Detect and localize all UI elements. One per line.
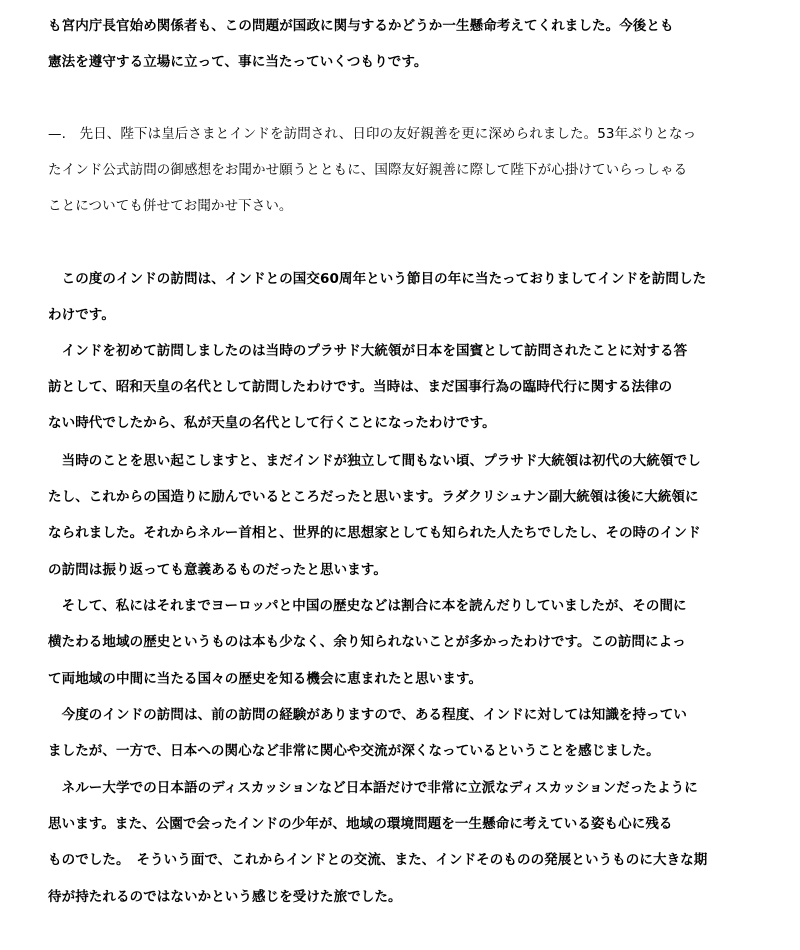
answer-line: ものでした。 そういう面で、これからインドとの交流、また、インドそのものの発展というものに大きな期 xyxy=(48,852,708,868)
answer-line: わけです。 xyxy=(48,307,115,323)
answer-line: たし、これからの国造りに励んでいるところだったと思います。ラダクリシュナン副大統領は後に大統領に xyxy=(48,489,699,505)
question-line: たインド公式訪問の御感想をお聞かせ願うとともに、国際友好親善に際して陛下が心掛けていらっしゃる xyxy=(48,162,688,178)
intro-line: も宮内庁長官始め関係者も、この問題が国政に関与するかどうか一生懸命考えてくれました。今後とも xyxy=(48,18,674,34)
answer-line: そして、私にはそれまでヨーロッパと中国の歴史などは割合に本を読んだりしていましたが、その間に xyxy=(48,598,687,614)
answer-line: 訪として、昭和天皇の名代として訪問したわけです。当時は、まだ国事行為の臨時代行に関する法律の xyxy=(48,379,673,395)
question-line: —. 先日、陛下は皇后さまとインドを訪問され、日印の友好親善を更に深められました。53年ぶりとなっ xyxy=(48,126,697,142)
answer-line: て両地域の中間に当たる国々の歴史を知る機会に恵まれたと思います。 xyxy=(48,671,483,687)
answer-line: 待が持たれるのではないかという感じを受けた旅でした。 xyxy=(48,889,402,905)
answer-line: この度のインドの訪問は、インドとの国交60周年という節目の年に当たっておりましてインドを訪問した xyxy=(48,271,707,287)
answer-line: 思います。また、公園で会ったインドの少年が、地域の環境問題を一生懸命に考えている姿も心に残る xyxy=(48,816,673,832)
intro-line: 憲法を遵守する立場に立って、事に当たっていくつもりです。 xyxy=(48,54,428,70)
answer-line: 横たわる地域の歴史というものは本も少なく、余り知られないことが多かったわけです。この訪問によっ xyxy=(48,634,686,650)
answer-line: ネルー大学での日本語のディスカッションなど日本語だけで非常に立派なディスカッションだったように xyxy=(48,780,698,796)
question-line: ことについても併せてお聞かせ下さい。 xyxy=(48,198,293,214)
answer-line: 今度のインドの訪問は、前の訪問の経験がありますので、ある程度、インドに対しては知識を持ってい xyxy=(48,707,687,723)
answer-line: ない時代でしたから、私が天皇の名代として行くことになったわけです。 xyxy=(48,415,496,431)
answer-line: の訪問は振り返っても意義あるものだったと思います。 xyxy=(48,562,387,578)
answer-line: ましたが、一方で、日本への関心など非常に関心や交流が深くなっているということを感じました。 xyxy=(48,743,660,759)
answer-line: なられました。それからネルー首相と、世界的に思想家としても知られた人たちでしたし、その時のインド xyxy=(48,525,701,541)
answer-line: インドを初めて訪問しましたのは当時のプラサド大統領が日本を国賓として訪問されたことに対する答 xyxy=(48,343,688,359)
answer-line: 当時のことを思い起こしますと、まだインドが独立して間もない頃、プラサド大統領は初代の大統領でし xyxy=(48,453,701,469)
